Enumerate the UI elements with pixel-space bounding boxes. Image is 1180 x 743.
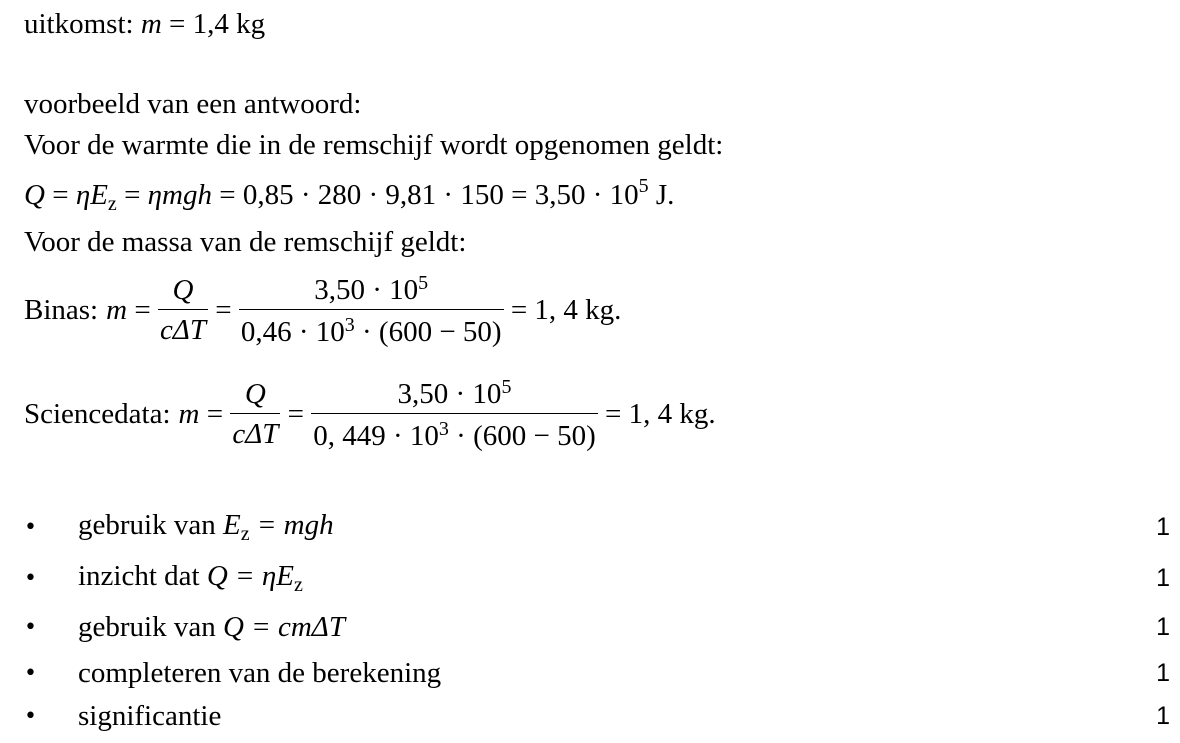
criterion-score: 1: [1156, 612, 1170, 641]
sciencedata-equation: [24, 376, 716, 453]
bullet-icon: •: [24, 514, 37, 540]
binas-label: Binas:: [24, 294, 99, 326]
heat-eq-Q: Q: [24, 179, 45, 211]
criterion-row: [24, 510, 1170, 544]
binas-m: m: [106, 294, 128, 326]
criterion-text: significantie: [78, 699, 222, 732]
bullet-icon: •: [24, 660, 37, 686]
criterion-row: [24, 561, 1170, 595]
heat-eq-unit: J.: [648, 179, 675, 211]
binas-result: = 1, 4 kg.: [503, 294, 622, 326]
criterion-text: gebruik van $E_z$ = mgh: [78, 508, 334, 545]
sciencedata-eq: =: [199, 398, 231, 430]
heat-eq-eta: η: [75, 179, 91, 211]
binas-eq2: =: [207, 294, 239, 326]
sciencedata-frac-q-num: Q: [244, 378, 266, 410]
example-heading: voorbeeld van een antwoord:: [24, 88, 362, 120]
binas-frac-q-num: Q: [172, 274, 194, 306]
sciencedata-frac-values: [311, 376, 598, 453]
result-variable: m: [140, 8, 162, 40]
heat-eq-E: E: [90, 179, 108, 211]
heat-eq-exp: 5: [638, 175, 649, 197]
criterion-score: 1: [1156, 563, 1170, 592]
binas-frac-q: [158, 274, 208, 347]
result-line: [24, 10, 265, 39]
bullet-icon: •: [24, 614, 37, 640]
result-value: = 1,4 kg: [161, 8, 266, 40]
criterion-score: 1: [1156, 658, 1170, 687]
binas-equation: [24, 272, 621, 349]
heat-eq-rest: = 0,85 · 280 · 9,81 · 150 = 3,50 · 10: [212, 179, 639, 211]
criterion-row: [24, 610, 1170, 644]
binas-frac-values: [239, 272, 504, 349]
heat-eq-eta-mgh: ηmgh: [147, 179, 213, 211]
criterion-score: 1: [1156, 701, 1170, 730]
criterion-text: completeren van de berekening: [78, 656, 442, 689]
sciencedata-frac-q: [230, 378, 280, 451]
binas-frac-q-den: cΔT: [159, 314, 206, 346]
sciencedata-m: m: [178, 398, 200, 430]
mass-intro: Voor de massa van de remschijf geldt:: [24, 226, 467, 258]
binas-frac-values-den: $0,46 \cdot 10^3 \cdot (600 - 50)$: [240, 314, 502, 348]
sciencedata-frac-values-den: 0, $449 \cdot 10^3 \cdot (600 - 50)$: [313, 418, 596, 452]
criterion-text: gebruik van Q = cmΔT: [78, 610, 345, 643]
criterion-score: 1: [1156, 512, 1170, 541]
binas-frac-values-num: $3,50 \cdot 10^5$: [314, 272, 429, 306]
heat-intro: Voor de warmte die in de remschijf wordt opgenomen geldt:: [24, 129, 724, 161]
criterion-text: inzicht dat $Q = \eta E_z$: [78, 559, 303, 596]
result-prefix: uitkomst:: [24, 8, 134, 40]
bullet-icon: •: [24, 703, 37, 729]
sciencedata-result: = 1, 4 kg.: [597, 398, 716, 430]
sciencedata-eq2: =: [280, 398, 312, 430]
heat-eq-E-sub: z: [107, 193, 117, 215]
criterion-row: [24, 699, 1170, 733]
heat-eq-eq1: =: [44, 179, 76, 211]
sciencedata-label: Sciencedata:: [24, 398, 171, 430]
heat-eq-eq2: =: [116, 179, 148, 211]
heat-equation: [24, 176, 674, 214]
bullet-icon: •: [24, 565, 37, 591]
binas-eq: =: [127, 294, 158, 326]
criterion-row: [24, 656, 1170, 690]
sciencedata-frac-q-den: cΔT: [232, 418, 279, 450]
sciencedata-frac-values-num: $3,50 \cdot 10^5$: [397, 376, 512, 410]
